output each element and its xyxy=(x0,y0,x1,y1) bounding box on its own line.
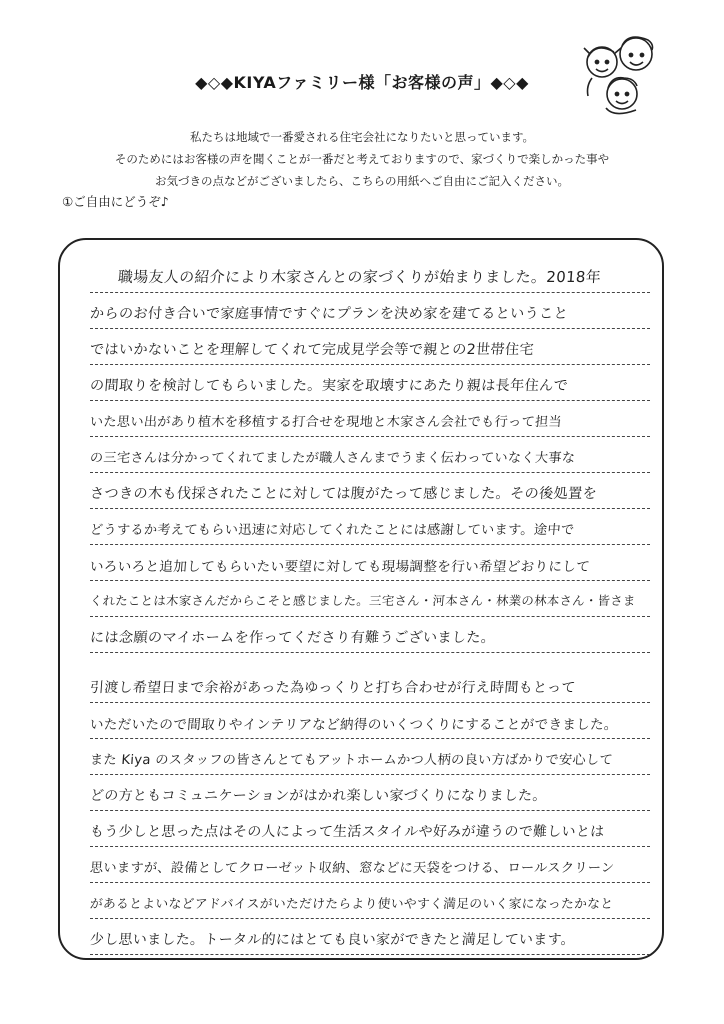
ruled-line xyxy=(90,400,650,401)
page-title: ◆◇◆KIYAファミリー様「お客様の声」◆◇◆ xyxy=(195,73,529,92)
free-comment-prompt: ①ご自由にどうぞ♪ xyxy=(62,194,169,209)
handwritten-line: には念願のマイホームを作ってくださり有難うございました。 xyxy=(89,630,496,646)
ruled-line xyxy=(90,846,650,847)
ruled-line xyxy=(90,580,650,581)
handwritten-line: くれたことは木家さんだからこそと感じました。三宅さん・河本さん・林業の林本さん・皆さま xyxy=(89,593,637,608)
children-faces-illustration xyxy=(566,24,686,124)
intro-line: そのためにはお客様の声を聞くことが一番だと考えておりますので、家づくりで楽しかった事や xyxy=(114,152,610,166)
handwritten-line: 引渡し希望日まで余裕があった為ゆっくりと打ち合わせが行え時間もとって xyxy=(89,680,577,696)
intro-line: お気づきの点などがございましたら、こちらの用紙へご自由にご記入ください。 xyxy=(155,174,569,188)
handwritten-line: さつきの木も伐採されたことに対しては腹がたって感じました。その後処置を xyxy=(89,486,598,502)
handwritten-line: いた思い出があり植木を移植する打合せを現地と木家さん会社でも行って担当 xyxy=(89,415,563,430)
ruled-line xyxy=(90,436,650,437)
handwritten-line: の間取りを検討してもらいました。実家を取壊すにあたり親は長年住んで xyxy=(89,378,569,394)
handwritten-line: があるとよいなどアドバイスがいただけたらより使いやすく満足のいく家になったかなと xyxy=(89,897,614,912)
handwritten-line: いただいたので間取りやインテリアなど納得のいくつくりにすることができました。 xyxy=(89,717,619,733)
ruled-line xyxy=(90,702,650,703)
ruled-line xyxy=(90,328,650,329)
ruled-line xyxy=(90,472,650,473)
handwritten-line: 少し思いました。トータル的にはとても良い家ができたと満足しています。 xyxy=(89,932,576,948)
handwritten-line: どうするか考えてもらい迅速に対応してくれたことには感謝しています。途中で xyxy=(89,523,575,538)
ruled-line xyxy=(90,738,650,739)
ruled-line xyxy=(90,882,650,883)
handwritten-line: また Kiya のスタッフの皆さんとてもアットホームかつ人柄の良い方ばかりで安心して xyxy=(89,753,614,768)
handwritten-line: 思いますが、設備としてクローゼット収納、窓などに天袋をつける、ロールスクリーン xyxy=(89,861,615,876)
handwritten-line: からのお付き合いで家庭事情ですぐにプランを決め家を建てるということ xyxy=(89,306,569,322)
ruled-line xyxy=(90,810,650,811)
handwritten-line: 職場友人の紹介により木家さんとの家づくりが始まりました。2018年 xyxy=(117,268,602,286)
handwritten-line: ではいかないことを理解してくれて完成見学会等で親との2世帯住宅 xyxy=(89,342,535,358)
ruled-line xyxy=(90,508,650,509)
ruled-line xyxy=(90,954,650,955)
ruled-line xyxy=(90,918,650,919)
handwritten-line: どの方ともコミュニケーションがはかれ楽しい家づくりになりました。 xyxy=(89,788,548,804)
handwritten-line: もう少しと思った点はその人によって生活スタイルや好みが違うので難しいとは xyxy=(89,824,606,840)
intro-line: 私たちは地域で一番愛される住宅会社になりたいと思っています。 xyxy=(189,130,535,144)
handwritten-line: いろいろと追加してもらいたい要望に対しても現場調整を行い希望どおりにして xyxy=(89,559,591,575)
ruled-line xyxy=(90,292,650,293)
intro-text xyxy=(0,126,724,192)
ruled-line xyxy=(90,774,650,775)
ruled-line xyxy=(90,616,650,617)
ruled-line xyxy=(90,652,650,653)
handwritten-line: の三宅さんは分かってくれてましたが職人さんまでうまく伝わっていなく大事な xyxy=(89,451,576,466)
ruled-line xyxy=(90,544,650,545)
ruled-line xyxy=(90,364,650,365)
